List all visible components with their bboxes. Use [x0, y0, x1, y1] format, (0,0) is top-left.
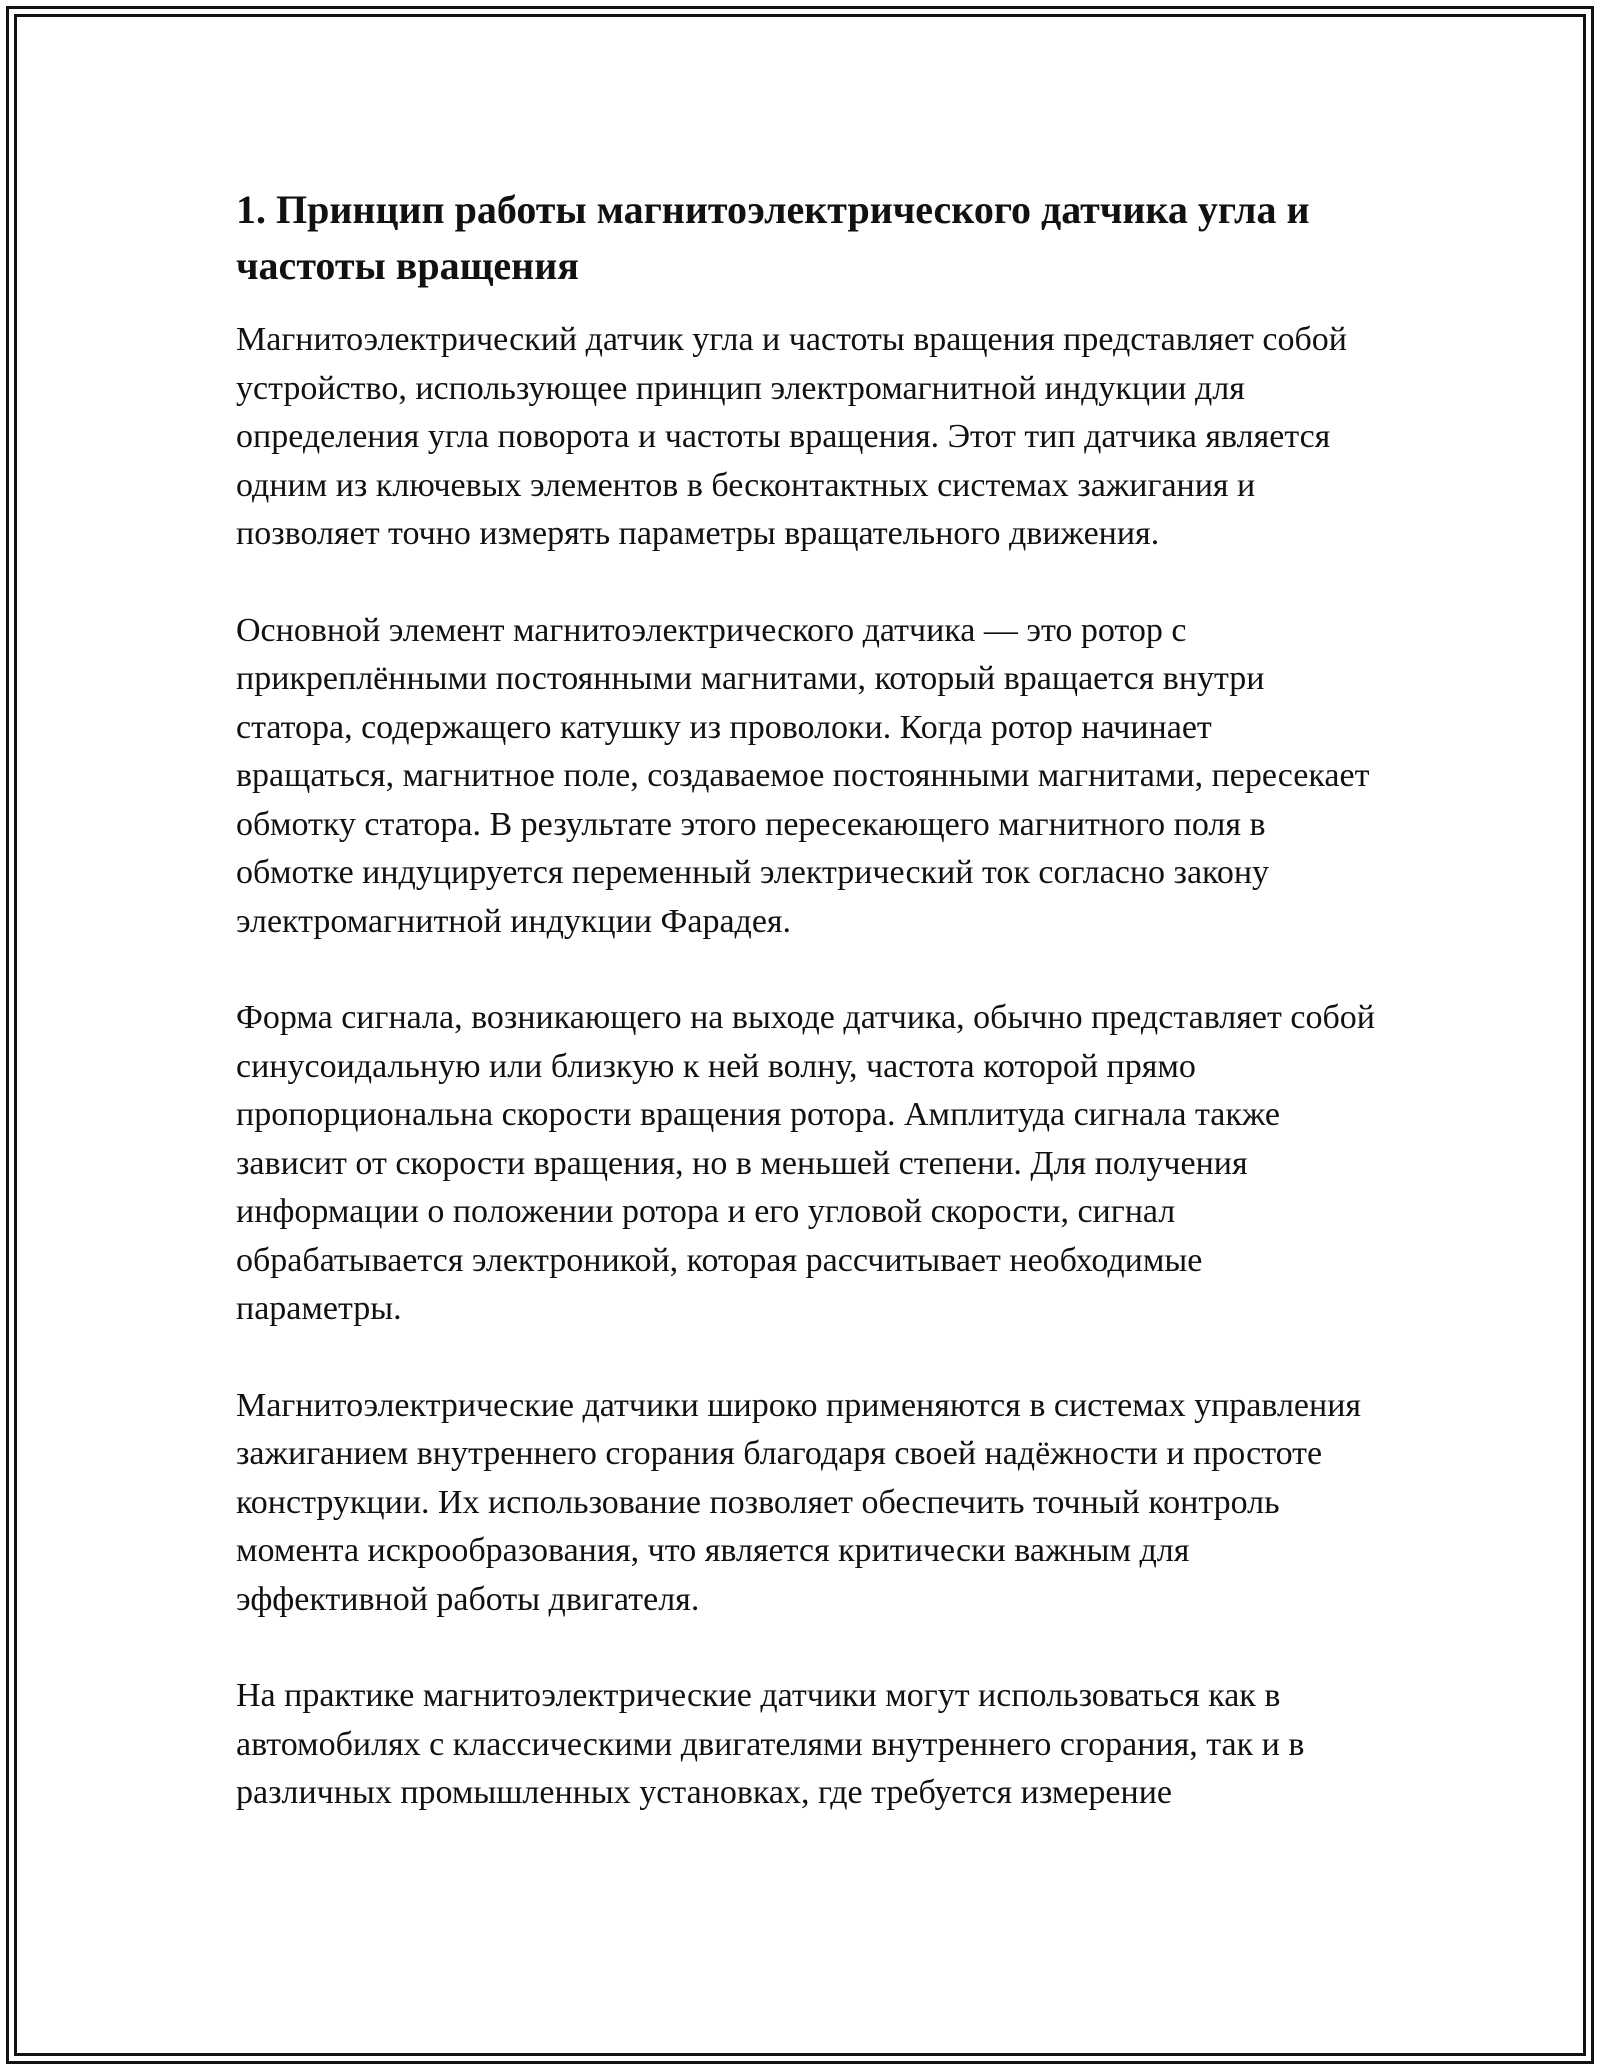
paragraph-applications: Магнитоэлектрические датчики широко применяются в системах управления зажиганием внутреннего сгорания благодаря своей надёжности и простоте конструкции. Их использование позволяет обеспечить точный контроль момента искрообразования, что является критически важным для эффективной работы двигателя.	[236, 1386, 1362, 1618]
paragraph-rotor-stator: Основной элемент магнитоэлектрического датчика — это ротор с прикреплёнными постоянными магнитами, который вращается внутри статора, содержащего катушку из проволоки. Когда ротор начинает вращаться, магнитное поле, создаваемое постоянными магнитами, пересекает обмотку статора. В результате этого пересекающего магнитного поля в обмотке индуцируется переменный электрический ток согласно закону электромагнитной индукции Фарадея.	[236, 611, 1370, 940]
paragraph-principle: Магнитоэлектрический датчик угла и частоты вращения представляет собой устройство, использующее принцип электромагнитной индукции для определения угла поворота и частоты вращения. Этот тип датчика является одним из ключевых элементов в бесконтактных системах зажигания и позволяет точно измерять параметры вращательного движения.	[236, 321, 1347, 552]
document-body	[236, 182, 1376, 1866]
section-heading: 1. Принцип работы магнитоэлектрического датчика угла и частоты вращения	[236, 187, 1310, 288]
paragraph-practice: На практике магнитоэлектрические датчики могут использоваться как в автомобилях с классическими двигателями внутреннего сгорания, так и в различных промышленных установках, где требуется измерение	[236, 1677, 1305, 1811]
paragraph-signal-form: Форма сигнала, возникающего на выходе датчика, обычно представляет собой синусоидальную или близкую к ней волну, частота которой прямо пропорциональна скорости вращения ротора. Амплитуда сигнала также зависит от скорости вращения, но в меньшей степени. Для получения информации о положении ротора и его угловой скорости, сигнал обрабатывается электроникой, которая рассчитывает необходимые параметры.	[236, 999, 1375, 1327]
